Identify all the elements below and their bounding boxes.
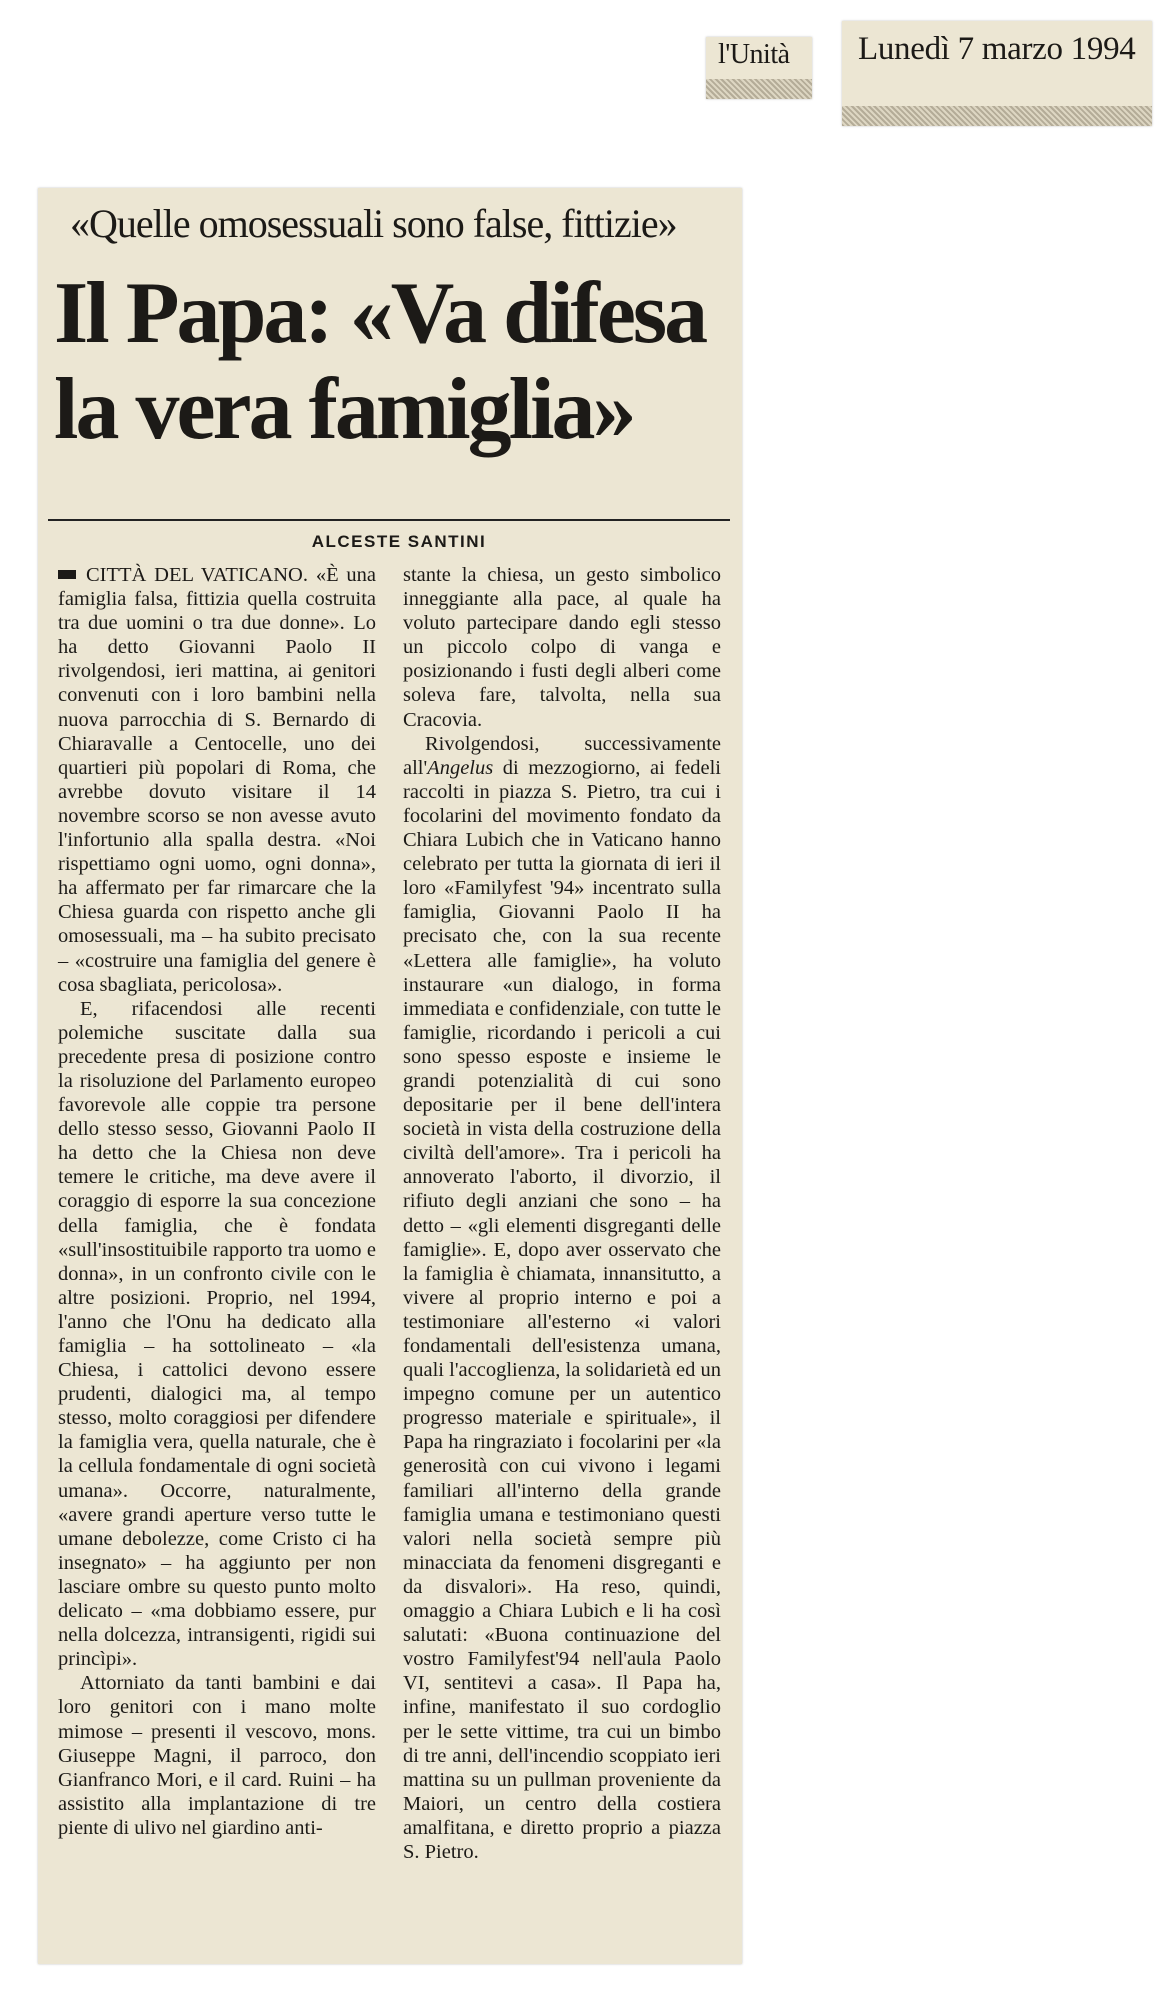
headline-line-2: la vera famiglia» xyxy=(54,361,634,458)
date-clipping xyxy=(842,21,1152,126)
headline xyxy=(54,266,705,458)
kicker: «Quelle omosessuali sono false, fittizie» xyxy=(70,201,677,246)
date-stripe xyxy=(842,106,1152,126)
paragraph-text: «È una famiglia falsa, fittizia quella costruita tra due uomini o tra due donne». Lo ha detto Giovanni Paolo II rivolgendosi, ieri mattina, ai genitori convenuti con i loro bambini nella nuova parrocchia di S. Bernardo di Chiaravalle a Centocelle, uno dei quartieri più popolari di Roma, che avrebbe dovuto visitare il 14 novembre scorso se non avesse avuto l'infortunio alla spalla destra. «Noi rispettiamo ogni uomo, ogni donna», ha affermato per far rimarcare che la Chiesa guarda con rispetto anche gli omosessuali, ma – ha subito precisato – «costruire una famiglia del genere è cosa sbagliata, pericolosa». xyxy=(58,564,377,996)
paragraph-marker xyxy=(58,570,76,579)
left-column xyxy=(58,563,376,1840)
byline-rule xyxy=(48,519,730,521)
paragraph-text: di mezzogiorno, ai fedeli raccolti in piazza S. Pietro, tra cui i focolarini del movimento fondato da Chiara Lubich che in Vaticano hanno celebrato per tutta la giornata di ieri il loro «Familyfest '94» incentrato sulla famiglia, Giovanni Paolo II ha precisato che, con la sua recente «Lettera alle famiglie», ha voluto instaurare «un dialogo, in forma immediata e confidenziale, con tutte le famiglie, ricordando i pericoli a cui sono spesso esposte e insieme le grandi potenzialità di cui sono depositarie per il bene dell'intera società in vista della costruzione della civiltà dell'amore». Tra i pericoli ha annoverato l'aborto, il divorzio, il rifiuto degli anziani che sono – ha detto – «gli elementi disgreganti delle famiglie». E, dopo aver osservato che la famiglia è chiamata, innansitutto, a vivere al proprio interno e poi a testimoniare all'esterno «i valori fondamentali dell'esistenza umana, quali l'accoglienza, la solidarietà ed un impegno comune per un autentico progresso materiale e spirituale», il Papa ha ringraziato i focolarini per «la generosità con cui vivono i legami familiari all'interno della grande famiglia umana e testimoniano questi valori nella società sempre più minacciata da fenomeni disgreganti e da disvalori». Ha reso, quindi, omaggio a Chiara Lubich e li ha così salutati: «Buona continuazione del vostro Familyfest'94 nell'aula Paolo VI, sentitevi a casa». Il Papa ha, infine, manifestato il suo cordoglio per le sette vittime, tra cui un bimbo di tre anni, dell'incendio scoppiato ieri mattina su un pullman proveniente da Maiori, un centro della costiera amalfitana, e diretto proprio a piazza S. Pietro. xyxy=(403,756,721,1863)
right-column xyxy=(403,563,721,1864)
italic-word: Angelus xyxy=(427,756,494,779)
paragraph xyxy=(403,732,721,1864)
paragraph: stante la chiesa, un gesto simbolico inneggiante alla pace, al quale ha voluto partecipare dando egli stesso un piccolo colpo di vanga e posizionando i fusti degli alberi come soleva fare, talvolta, nella sua Cracovia. xyxy=(403,564,721,731)
article-clipping xyxy=(38,188,742,1964)
paragraph: E, rifacendosi alle recenti polemiche suscitate dalla sua precedente presa di posizione contro la risoluzione del Parlamento europeo favorevole alle coppie tra persone dello stesso sesso, Giovanni Paolo II ha detto che la Chiesa non deve temere le critiche, ma deve avere il coraggio di esporre la sua concezione della famiglia, che è fondata «sull'insostituibile rapporto tra uomo e donna», in un confronto civile con le altre posizioni. Proprio, nel 1994, l'anno che l'Onu ha dedicato alla famiglia – ha sottolineato – «la Chiesa, i cattolici devono essere prudenti, dialogici ma, al tempo stesso, molto coraggiosi per difendere la famiglia vera, quella naturale, che è la cellula fondamentale di ogni società umana». Occorre, naturalmente, «avere grandi aperture verso tutte le umane debolezze, come Cristo ci ha insegnato» – ha aggiunto per non lasciare ombre su questo punto molto delicato – «ma dobbiamo essere, pur nella dolcezza, intransigenti, rigidi sui princìpi». xyxy=(58,997,376,1671)
headline-line-1: Il Papa: «Va difesa xyxy=(54,265,706,362)
paragraph: Attorniato da tanti bambini e dai loro genitori con i mano molte mimose – presenti il vescovo, mons. Giuseppe Magni, il parroco, don Gianfranco Mori, e il card. Ruini – ha assistito alla implantazione di tre piente di ulivo nel giardino anti- xyxy=(58,1672,376,1839)
masthead-stripe xyxy=(706,79,812,99)
publication-date: Lunedì 7 marzo 1994 xyxy=(858,31,1136,67)
paragraph xyxy=(58,563,376,997)
paragraph-text: Rivolgendosi, successivamente all' xyxy=(403,732,721,779)
newspaper-name-clipping xyxy=(706,37,812,99)
newspaper-name: l'Unità xyxy=(718,39,790,70)
dateline: CITTÀ DEL VATICANO. xyxy=(86,564,308,586)
byline: ALCESTE SANTINI xyxy=(311,532,487,551)
